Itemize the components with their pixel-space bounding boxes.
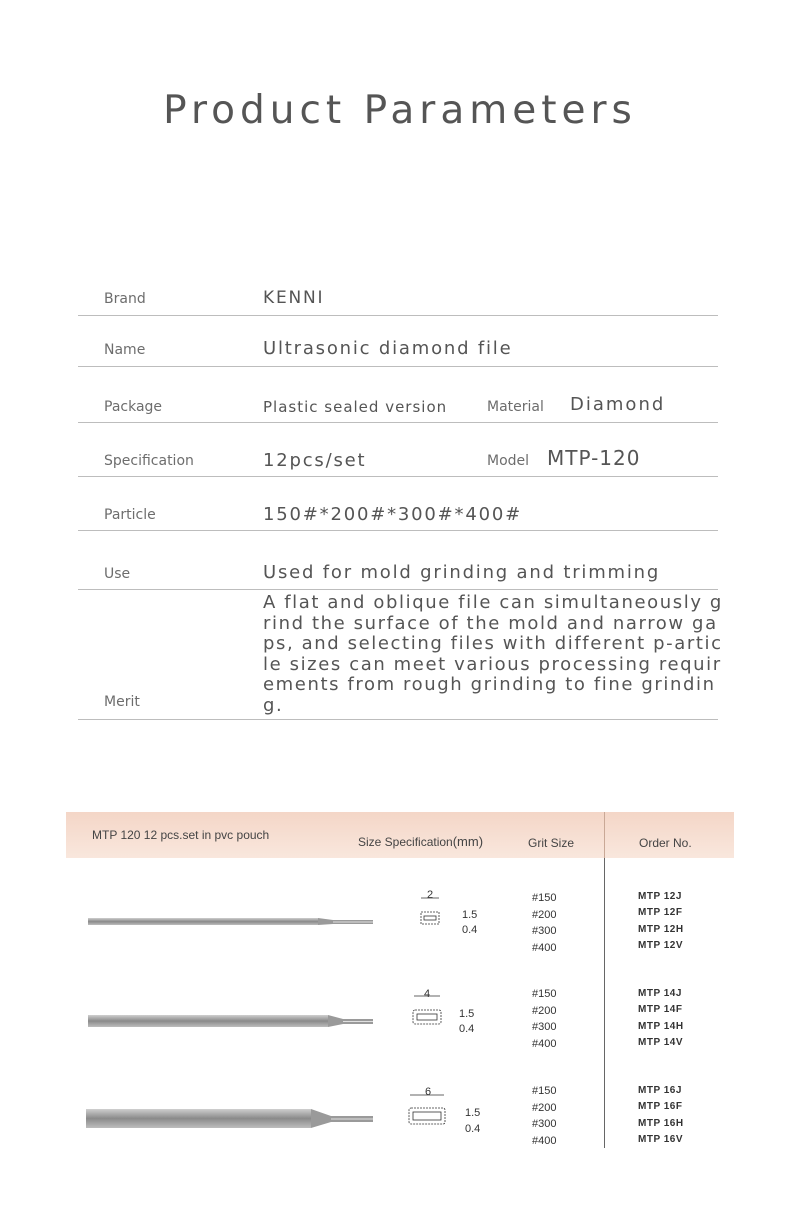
order-no-header: Order No.: [639, 836, 692, 850]
width-dimension-4mm: 4: [424, 988, 431, 1000]
order-mtp-12j: MTP 12J: [638, 891, 682, 902]
grit-300: #300: [532, 1021, 557, 1033]
table-caption: MTP 120 12 pcs.set in pvc pouch: [92, 828, 270, 842]
diamond-file-image-6mm: [86, 1105, 374, 1135]
grit-400: #400: [532, 1037, 557, 1050]
param-row-merit: [78, 590, 723, 720]
material-value: Diamond: [570, 394, 666, 415]
column-divider: [604, 858, 605, 1148]
param-row-use: [78, 531, 718, 590]
width-dimension-2mm: 2: [427, 889, 434, 901]
page-title: Product Parameters: [163, 88, 637, 133]
brand-value: KENNI: [263, 288, 325, 308]
order-mtp-16j: MTP 16J: [638, 1085, 682, 1096]
model-value: MTP-120: [547, 446, 641, 470]
size-spec-header-label: Size Specification: [358, 835, 453, 849]
order-mtp-12v: MTP 12V: [638, 939, 683, 951]
edge-dimension-4mm: 0.4: [459, 1023, 475, 1035]
grit-150: #150: [532, 892, 557, 904]
grit-400: #400: [532, 941, 557, 954]
order-mtp-16h: MTP 16H: [638, 1117, 684, 1129]
width-dimension-6mm: 6: [425, 1086, 432, 1098]
edge-dimension-6mm: 0.4: [465, 1123, 481, 1135]
package-label: Package: [104, 399, 163, 415]
order-mtp-14j: MTP 14J: [638, 988, 682, 999]
order-mtp-14v: MTP 14V: [638, 1036, 683, 1048]
product-size-table: [66, 812, 734, 1152]
specification-label: Specification: [104, 453, 194, 469]
grit-150: #150: [532, 988, 557, 1000]
header-divider: [604, 812, 605, 858]
order-list-2mm: [638, 889, 684, 954]
order-mtp-12h: MTP 12H: [638, 923, 684, 935]
name-label: Name: [104, 342, 146, 358]
grit-200: #200: [532, 908, 557, 921]
particle-value: 150#*200#*300#*400#: [263, 504, 522, 525]
grit-400: #400: [532, 1134, 557, 1147]
size-spec-unit: (mm): [452, 834, 484, 849]
height-dimension-6mm: 1.5: [465, 1107, 481, 1119]
order-mtp-16v: MTP 16V: [638, 1133, 683, 1145]
param-row-package: [78, 367, 718, 423]
package-value: Plastic sealed version: [263, 398, 448, 416]
specification-value: 12pcs/set: [263, 450, 367, 471]
material-label: Material: [487, 399, 544, 415]
order-mtp-14f: MTP 14F: [638, 1004, 683, 1016]
order-mtp-14h: MTP 14H: [638, 1020, 684, 1032]
merit-value: A flat and oblique file can simultaneously grind the surface of the mold and narrow gaps, and selecting files with different p-article sizes can meet various processing requirements from rough grinding to fine grinding.: [263, 592, 723, 716]
param-row-brand: [78, 280, 718, 316]
height-dimension-4mm: 1.5: [459, 1008, 475, 1020]
grit-300: #300: [532, 1118, 557, 1130]
brand-label: Brand: [104, 291, 146, 307]
param-row-specification: [78, 423, 718, 477]
size-spec-header: [358, 834, 483, 849]
use-value: Used for mold grinding and trimming: [263, 562, 661, 583]
grit-size-header: Grit Size: [528, 836, 575, 850]
grit-300: #300: [532, 925, 557, 937]
merit-label: Merit: [104, 694, 140, 710]
order-mtp-12f: MTP 12F: [638, 907, 683, 919]
order-list-4mm: [638, 986, 684, 1051]
model-label: Model: [487, 453, 530, 469]
grit-200: #200: [532, 1004, 557, 1017]
param-row-particle: [78, 477, 718, 531]
param-row-name: [78, 316, 718, 367]
order-mtp-16f: MTP 16F: [638, 1101, 683, 1113]
grit-200: #200: [532, 1101, 557, 1114]
grit-list-4mm: [532, 986, 556, 1052]
use-label: Use: [104, 566, 131, 582]
particle-label: Particle: [104, 507, 156, 523]
edge-dimension-2mm: 0.4: [462, 924, 478, 936]
diamond-file-image-4mm: [88, 1009, 374, 1035]
grit-list-6mm: [532, 1083, 556, 1149]
order-list-6mm: [638, 1083, 684, 1148]
table-header: [66, 812, 734, 858]
diamond-file-image-2mm: [88, 910, 374, 934]
grit-list-2mm: [532, 890, 556, 956]
name-value: Ultrasonic diamond file: [263, 338, 513, 359]
grit-150: #150: [532, 1085, 557, 1097]
height-dimension-2mm: 1.5: [462, 909, 478, 921]
